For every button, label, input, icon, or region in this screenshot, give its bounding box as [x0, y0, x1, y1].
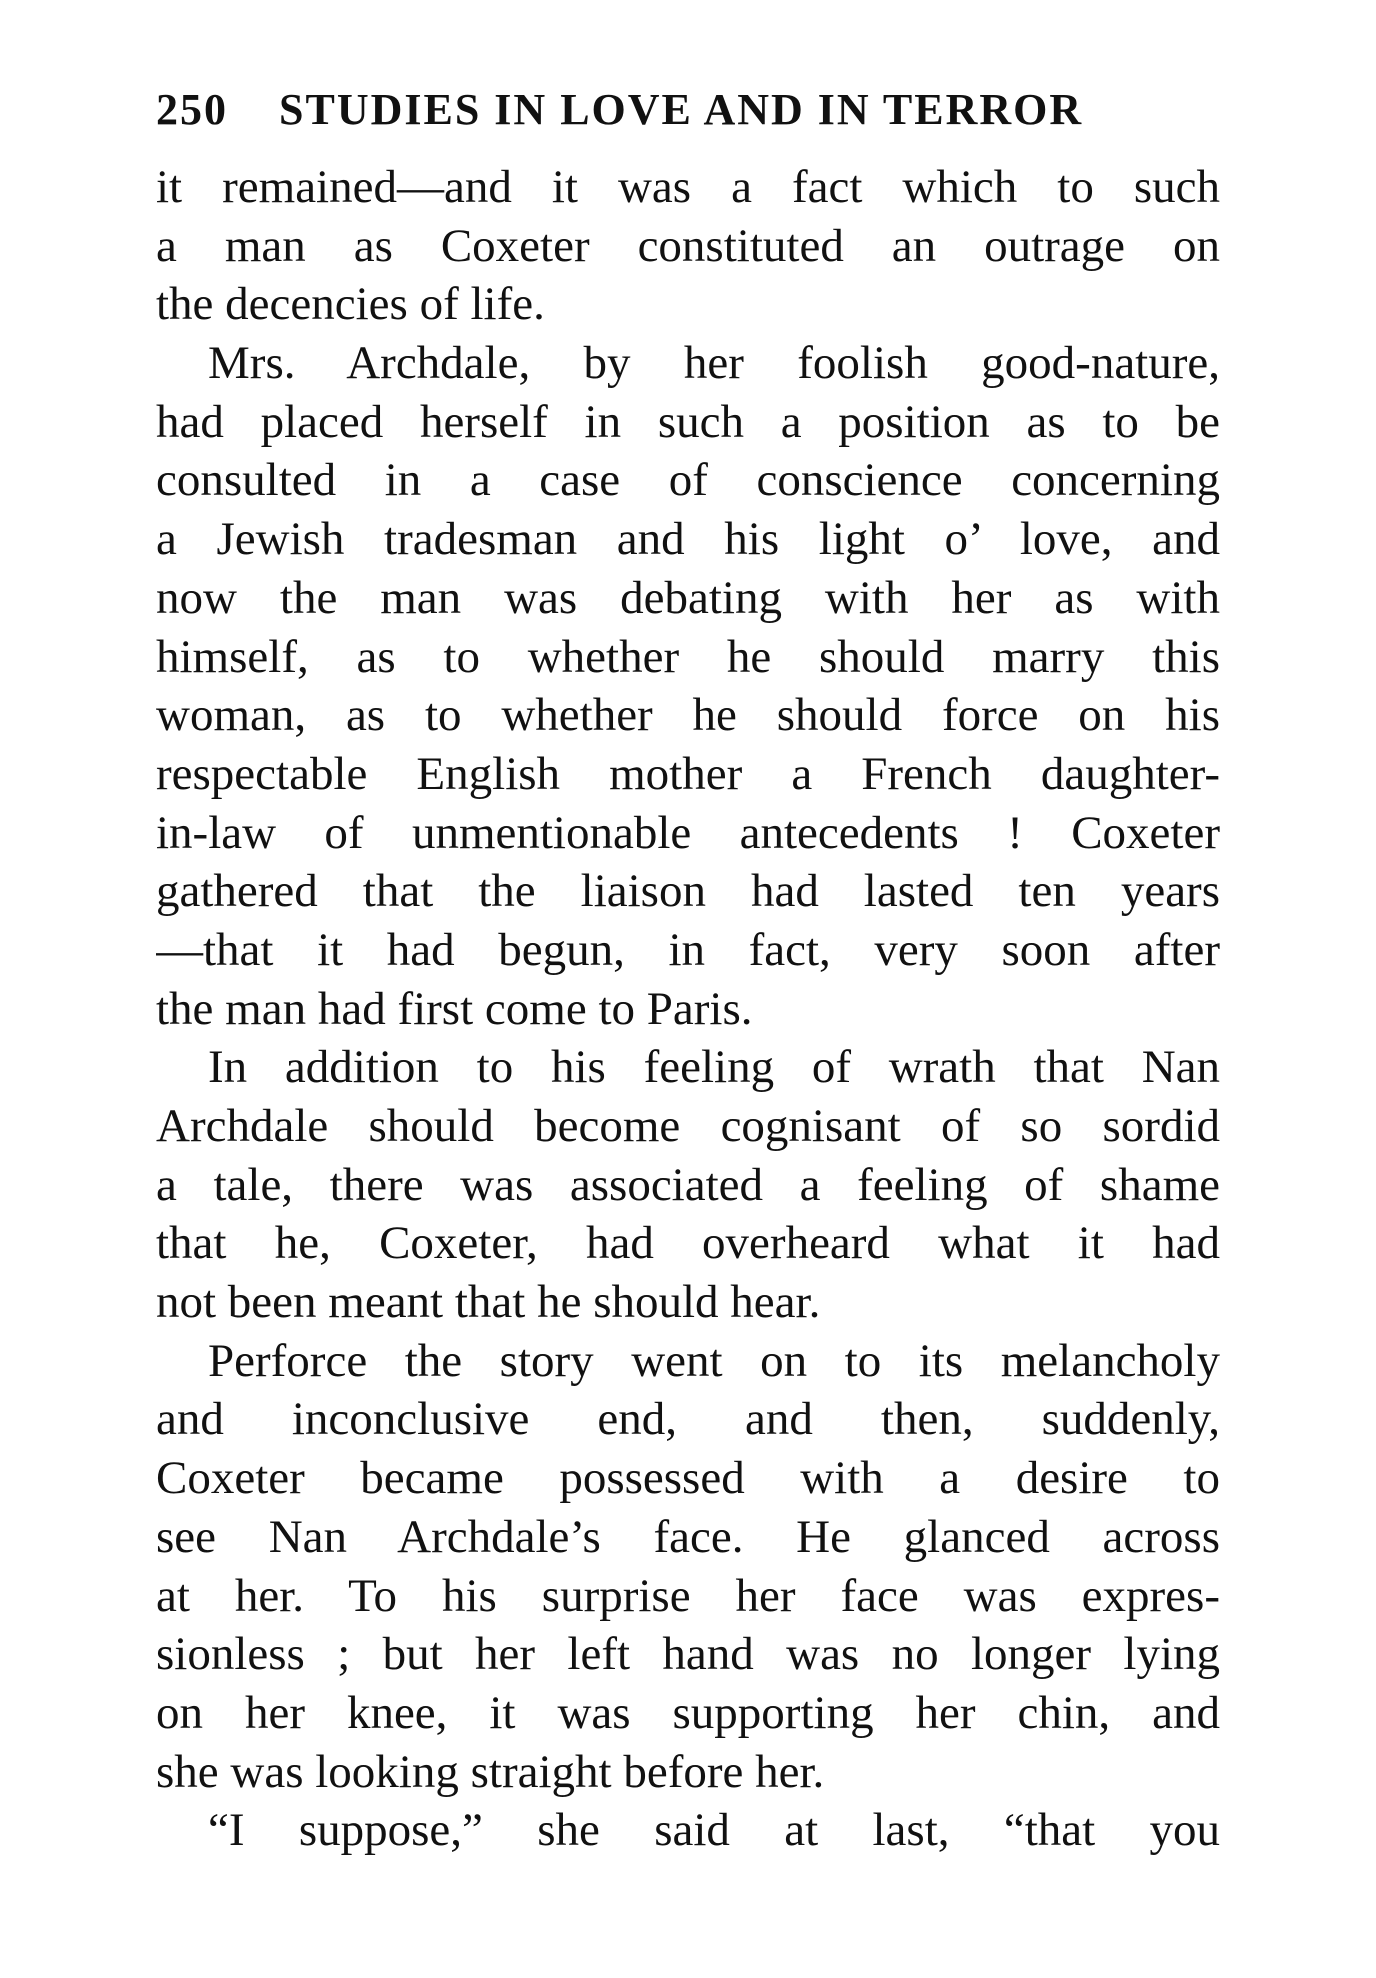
text-line: the decencies of life. — [156, 278, 545, 331]
text-line: Mrs. Archdale, by her foolish good-nature, — [208, 337, 1220, 390]
text-line: respectable English mother a French daughter- — [156, 747, 1220, 800]
text-line: and inconclusive end, and then, suddenly, — [156, 1393, 1220, 1446]
running-title: STUDIES IN LOVE AND IN TERROR — [279, 85, 1084, 134]
running-header — [156, 84, 1220, 150]
text-line: gathered that the liaison had lasted ten years — [156, 865, 1220, 918]
text-line: himself, as to whether he should marry this — [156, 630, 1220, 683]
text-line: “I suppose,” she said at last, “that you — [208, 1804, 1220, 1857]
text-line: Archdale should become cognisant of so sordid — [156, 1100, 1220, 1152]
paragraph — [156, 334, 1220, 1038]
text-line: a man as Coxeter constituted an outrage on — [156, 219, 1220, 272]
text-line: consulted in a case of conscience concerning — [156, 454, 1220, 507]
paragraph — [156, 1332, 1220, 1802]
text-line: at her. To his surprise her face was expres- — [156, 1569, 1220, 1622]
text-line: a Jewish tradesman and his light o’ love, and — [156, 513, 1220, 566]
text-line: on her knee, it was supporting her chin, and — [156, 1686, 1220, 1739]
text-line: sionless ; but her left hand was no longer lying — [156, 1628, 1220, 1681]
page-number: 250 — [156, 85, 228, 134]
text-line: Perforce the story went on to its melancholy — [208, 1334, 1220, 1387]
text-line: in-law of unmentionable antecedents ! Coxeter — [156, 806, 1220, 859]
paragraph — [156, 1801, 1220, 1860]
text-line: that he, Coxeter, had overheard what it had — [156, 1217, 1220, 1270]
text-line: In addition to his feeling of wrath that Nan — [208, 1041, 1220, 1094]
paragraph — [156, 1038, 1220, 1331]
text-line: not been meant that he should hear. — [156, 1276, 821, 1329]
text-line: Coxeter became possessed with a desire to — [156, 1452, 1220, 1505]
text-line: the man had first come to Paris. — [156, 982, 753, 1035]
text-line: a tale, there was associated a feeling of shame — [156, 1158, 1220, 1211]
text-line: see Nan Archdale’s face. He glanced across — [156, 1510, 1220, 1563]
text-line: woman, as to whether he should force on his — [156, 689, 1220, 742]
text-line: now the man was debating with her as with — [156, 571, 1220, 624]
text-line: had placed herself in such a position as to be — [156, 395, 1220, 448]
paragraph — [156, 158, 1220, 334]
text-line: it remained—and it was a fact which to such — [156, 161, 1220, 213]
text-line: —that it had begun, in fact, very soon after — [156, 923, 1220, 976]
body-text — [156, 158, 1220, 1860]
text-line: she was looking straight before her. — [156, 1745, 825, 1798]
